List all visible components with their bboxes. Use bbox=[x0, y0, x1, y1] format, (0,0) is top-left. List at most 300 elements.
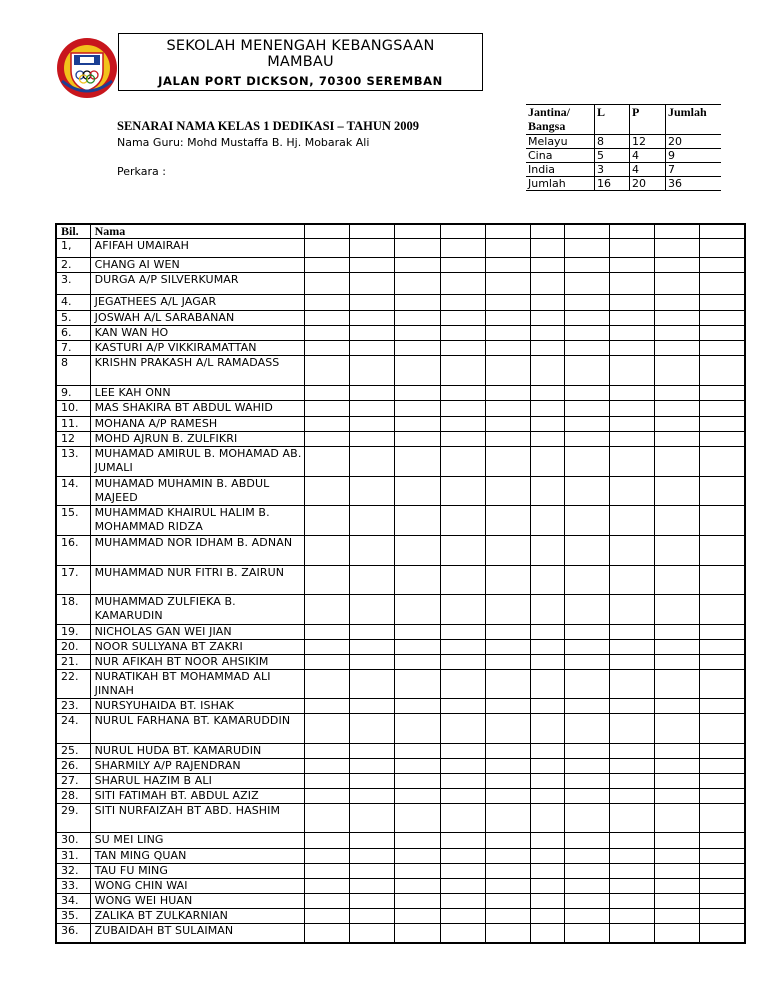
column-header-nama: Nama bbox=[90, 224, 305, 239]
blank-cell bbox=[305, 744, 350, 759]
blank-cell bbox=[305, 566, 350, 595]
blank-cell bbox=[564, 640, 609, 655]
blank-cell bbox=[485, 447, 530, 477]
blank-cell bbox=[655, 759, 700, 774]
blank-cell bbox=[305, 699, 350, 714]
student-number: 20. bbox=[56, 640, 90, 655]
student-name: NURUL HUDA BT. KAMARUDIN bbox=[90, 744, 305, 759]
blank-cell bbox=[700, 386, 745, 401]
blank-cell bbox=[485, 273, 530, 295]
student-number: 18. bbox=[56, 595, 90, 625]
summary-header-cell: Jumlah bbox=[666, 105, 722, 135]
blank-cell bbox=[440, 273, 485, 295]
blank-cell bbox=[395, 833, 440, 849]
blank-cell bbox=[485, 804, 530, 833]
blank-cell bbox=[530, 477, 564, 506]
blank-cell bbox=[564, 879, 609, 894]
roster-table bbox=[55, 223, 746, 944]
blank-cell bbox=[350, 295, 395, 311]
blank-cell bbox=[655, 640, 700, 655]
student-name: NURUL FARHANA BT. KAMARUDDIN bbox=[90, 714, 305, 744]
blank-cell bbox=[530, 356, 564, 386]
summary-row bbox=[526, 149, 721, 163]
blank-cell bbox=[700, 417, 745, 432]
blank-cell bbox=[395, 386, 440, 401]
blank-cell bbox=[610, 273, 655, 295]
roster-row bbox=[56, 239, 745, 258]
student-name: MOHD AJRUN B. ZULFIKRI bbox=[90, 432, 305, 447]
blank-cell bbox=[395, 273, 440, 295]
student-number: 22. bbox=[56, 670, 90, 699]
roster-row bbox=[56, 295, 745, 311]
blank-cell bbox=[655, 477, 700, 506]
student-number: 35. bbox=[56, 909, 90, 924]
blank-cell bbox=[530, 326, 564, 341]
blank-cell bbox=[440, 714, 485, 744]
roster-row bbox=[56, 670, 745, 699]
blank-cell bbox=[485, 595, 530, 625]
blank-cell bbox=[700, 833, 745, 849]
blank-cell bbox=[700, 536, 745, 566]
blank-cell bbox=[564, 699, 609, 714]
blank-cell bbox=[305, 864, 350, 879]
blank-cell bbox=[440, 417, 485, 432]
blank-cell bbox=[305, 295, 350, 311]
blank-cell bbox=[655, 924, 700, 943]
blank-cell bbox=[700, 447, 745, 477]
blank-cell bbox=[440, 833, 485, 849]
blank-cell bbox=[440, 566, 485, 595]
roster-row bbox=[56, 909, 745, 924]
school-name-line2: MAMBAU bbox=[267, 54, 334, 70]
blank-cell bbox=[440, 386, 485, 401]
blank-cell bbox=[305, 640, 350, 655]
roster-row bbox=[56, 326, 745, 341]
blank-cell bbox=[700, 401, 745, 417]
student-number: 15. bbox=[56, 506, 90, 536]
summary-cell: 16 bbox=[595, 177, 630, 191]
blank-cell bbox=[440, 239, 485, 258]
blank-cell bbox=[395, 879, 440, 894]
blank-cell bbox=[350, 833, 395, 849]
blank-cell bbox=[395, 804, 440, 833]
blank-cell bbox=[700, 789, 745, 804]
student-number: 13. bbox=[56, 447, 90, 477]
blank-cell bbox=[564, 714, 609, 744]
student-name: MUHAMMAD NUR FITRI B. ZAIRUN bbox=[90, 566, 305, 595]
blank-cell bbox=[530, 833, 564, 849]
blank-cell bbox=[530, 506, 564, 536]
blank-cell bbox=[564, 625, 609, 640]
blank-cell bbox=[350, 432, 395, 447]
blank-cell bbox=[350, 640, 395, 655]
roster-row bbox=[56, 699, 745, 714]
blank-cell bbox=[610, 417, 655, 432]
blank-cell bbox=[564, 833, 609, 849]
blank-cell bbox=[350, 849, 395, 864]
blank-cell bbox=[305, 506, 350, 536]
blank-cell bbox=[485, 401, 530, 417]
blank-cell bbox=[564, 670, 609, 699]
blank-cell bbox=[655, 909, 700, 924]
summary-cell: 9 bbox=[666, 149, 722, 163]
blank-cell bbox=[485, 744, 530, 759]
blank-cell bbox=[655, 273, 700, 295]
blank-cell bbox=[700, 258, 745, 273]
blank-cell bbox=[610, 744, 655, 759]
blank-cell bbox=[395, 326, 440, 341]
blank-header-cell bbox=[305, 224, 350, 239]
roster-row bbox=[56, 432, 745, 447]
student-number: 10. bbox=[56, 401, 90, 417]
blank-cell bbox=[655, 386, 700, 401]
blank-cell bbox=[610, 536, 655, 566]
blank-cell bbox=[564, 744, 609, 759]
blank-cell bbox=[305, 536, 350, 566]
blank-cell bbox=[700, 774, 745, 789]
blank-cell bbox=[530, 789, 564, 804]
blank-cell bbox=[530, 804, 564, 833]
blank-cell bbox=[395, 506, 440, 536]
blank-cell bbox=[564, 566, 609, 595]
blank-cell bbox=[700, 714, 745, 744]
blank-cell bbox=[485, 655, 530, 670]
blank-cell bbox=[440, 699, 485, 714]
student-number: 31. bbox=[56, 849, 90, 864]
blank-cell bbox=[395, 401, 440, 417]
blank-cell bbox=[485, 640, 530, 655]
blank-cell bbox=[350, 447, 395, 477]
summary-cell: 5 bbox=[595, 149, 630, 163]
blank-cell bbox=[564, 258, 609, 273]
blank-cell bbox=[485, 833, 530, 849]
roster-row bbox=[56, 625, 745, 640]
student-number: 12 bbox=[56, 432, 90, 447]
blank-cell bbox=[610, 789, 655, 804]
blank-cell bbox=[564, 849, 609, 864]
student-number: 27. bbox=[56, 774, 90, 789]
blank-cell bbox=[440, 759, 485, 774]
blank-cell bbox=[610, 341, 655, 356]
blank-cell bbox=[700, 566, 745, 595]
student-number: 30. bbox=[56, 833, 90, 849]
blank-cell bbox=[655, 744, 700, 759]
blank-cell bbox=[564, 655, 609, 670]
blank-cell bbox=[610, 774, 655, 789]
summary-cell: 36 bbox=[666, 177, 722, 191]
blank-cell bbox=[350, 326, 395, 341]
student-number: 29. bbox=[56, 804, 90, 833]
student-name: WONG CHIN WAI bbox=[90, 879, 305, 894]
blank-cell bbox=[350, 258, 395, 273]
blank-cell bbox=[305, 625, 350, 640]
blank-cell bbox=[655, 625, 700, 640]
blank-cell bbox=[305, 258, 350, 273]
blank-cell bbox=[305, 894, 350, 909]
student-name: KASTURI A/P VIKKIRAMATTAN bbox=[90, 341, 305, 356]
roster-row bbox=[56, 789, 745, 804]
summary-cell: 4 bbox=[630, 163, 666, 177]
perkara-label: Perkara : bbox=[117, 165, 166, 178]
blank-cell bbox=[530, 759, 564, 774]
blank-cell bbox=[655, 879, 700, 894]
blank-cell bbox=[610, 595, 655, 625]
student-name: NURATIKAH BT MOHAMMAD ALI JINNAH bbox=[90, 670, 305, 699]
student-name: MUHAMMAD ZULFIEKA B. KAMARUDIN bbox=[90, 595, 305, 625]
student-name: SHARUL HAZIM B ALI bbox=[90, 774, 305, 789]
blank-cell bbox=[700, 311, 745, 326]
blank-cell bbox=[610, 655, 655, 670]
blank-cell bbox=[610, 864, 655, 879]
summary-row bbox=[526, 177, 721, 191]
roster-header-row bbox=[56, 224, 745, 239]
blank-cell bbox=[485, 506, 530, 536]
blank-cell bbox=[655, 239, 700, 258]
student-name: JEGATHEES A/L JAGAR bbox=[90, 295, 305, 311]
blank-cell bbox=[564, 447, 609, 477]
blank-cell bbox=[395, 744, 440, 759]
blank-cell bbox=[564, 536, 609, 566]
blank-cell bbox=[485, 311, 530, 326]
blank-cell bbox=[485, 341, 530, 356]
roster-row bbox=[56, 640, 745, 655]
blank-cell bbox=[350, 699, 395, 714]
summary-cell: 20 bbox=[630, 177, 666, 191]
blank-cell bbox=[564, 909, 609, 924]
blank-cell bbox=[440, 295, 485, 311]
blank-cell bbox=[564, 295, 609, 311]
blank-cell bbox=[610, 311, 655, 326]
blank-cell bbox=[700, 640, 745, 655]
blank-cell bbox=[350, 477, 395, 506]
blank-cell bbox=[305, 477, 350, 506]
student-name: JOSWAH A/L SARABANAN bbox=[90, 311, 305, 326]
blank-cell bbox=[610, 833, 655, 849]
student-name: AFIFAH UMAIRAH bbox=[90, 239, 305, 258]
blank-cell bbox=[440, 341, 485, 356]
blank-cell bbox=[655, 326, 700, 341]
blank-cell bbox=[700, 341, 745, 356]
roster-row bbox=[56, 744, 745, 759]
student-name: SITI FATIMAH BT. ABDUL AZIZ bbox=[90, 789, 305, 804]
blank-cell bbox=[395, 849, 440, 864]
document-title: SENARAI NAMA KELAS 1 DEDIKASI – TAHUN 2009 bbox=[117, 119, 420, 133]
blank-cell bbox=[485, 849, 530, 864]
blank-cell bbox=[700, 655, 745, 670]
blank-cell bbox=[440, 258, 485, 273]
blank-cell bbox=[485, 417, 530, 432]
blank-cell bbox=[440, 864, 485, 879]
blank-cell bbox=[655, 655, 700, 670]
summary-row bbox=[526, 135, 721, 149]
blank-cell bbox=[564, 417, 609, 432]
blank-cell bbox=[655, 341, 700, 356]
blank-cell bbox=[440, 506, 485, 536]
blank-cell bbox=[530, 849, 564, 864]
blank-cell bbox=[610, 295, 655, 311]
blank-cell bbox=[440, 595, 485, 625]
blank-cell bbox=[350, 566, 395, 595]
blank-cell bbox=[485, 909, 530, 924]
blank-cell bbox=[395, 595, 440, 625]
blank-cell bbox=[350, 789, 395, 804]
blank-cell bbox=[485, 295, 530, 311]
blank-cell bbox=[530, 447, 564, 477]
blank-cell bbox=[305, 239, 350, 258]
blank-cell bbox=[530, 714, 564, 744]
blank-cell bbox=[700, 864, 745, 879]
blank-cell bbox=[440, 774, 485, 789]
blank-cell bbox=[305, 774, 350, 789]
student-name: DURGA A/P SILVERKUMAR bbox=[90, 273, 305, 295]
blank-cell bbox=[305, 326, 350, 341]
blank-cell bbox=[440, 326, 485, 341]
blank-cell bbox=[305, 655, 350, 670]
student-name: MUHAMAD AMIRUL B. MOHAMAD AB. JUMALI bbox=[90, 447, 305, 477]
blank-cell bbox=[395, 447, 440, 477]
blank-cell bbox=[530, 239, 564, 258]
summary-header-row bbox=[526, 105, 721, 135]
roster-row bbox=[56, 536, 745, 566]
blank-cell bbox=[530, 273, 564, 295]
student-number: 1, bbox=[56, 239, 90, 258]
student-number: 33. bbox=[56, 879, 90, 894]
blank-cell bbox=[564, 311, 609, 326]
blank-cell bbox=[440, 670, 485, 699]
student-name: MOHANA A/P RAMESH bbox=[90, 417, 305, 432]
blank-header-cell bbox=[395, 224, 440, 239]
blank-cell bbox=[530, 432, 564, 447]
blank-header-cell bbox=[350, 224, 395, 239]
student-number: 21. bbox=[56, 655, 90, 670]
blank-cell bbox=[700, 894, 745, 909]
blank-cell bbox=[350, 386, 395, 401]
blank-cell bbox=[564, 789, 609, 804]
blank-cell bbox=[395, 774, 440, 789]
blank-cell bbox=[350, 714, 395, 744]
blank-cell bbox=[395, 417, 440, 432]
blank-cell bbox=[350, 924, 395, 943]
blank-cell bbox=[530, 401, 564, 417]
blank-cell bbox=[305, 759, 350, 774]
roster-row bbox=[56, 849, 745, 864]
blank-cell bbox=[700, 273, 745, 295]
student-name: WONG WEI HUAN bbox=[90, 894, 305, 909]
blank-cell bbox=[564, 595, 609, 625]
blank-cell bbox=[395, 239, 440, 258]
blank-cell bbox=[395, 432, 440, 447]
blank-cell bbox=[395, 258, 440, 273]
blank-cell bbox=[700, 759, 745, 774]
blank-cell bbox=[655, 699, 700, 714]
blank-cell bbox=[395, 894, 440, 909]
blank-cell bbox=[564, 759, 609, 774]
blank-cell bbox=[305, 401, 350, 417]
summary-header-cell: L bbox=[595, 105, 630, 135]
blank-cell bbox=[485, 536, 530, 566]
blank-cell bbox=[564, 432, 609, 447]
blank-cell bbox=[530, 258, 564, 273]
blank-cell bbox=[440, 401, 485, 417]
blank-cell bbox=[485, 477, 530, 506]
blank-cell bbox=[700, 506, 745, 536]
blank-cell bbox=[350, 894, 395, 909]
blank-cell bbox=[700, 670, 745, 699]
blank-cell bbox=[610, 714, 655, 744]
student-number: 4. bbox=[56, 295, 90, 311]
blank-cell bbox=[655, 774, 700, 789]
student-number: 19. bbox=[56, 625, 90, 640]
blank-cell bbox=[305, 417, 350, 432]
student-name: NUR AFIKAH BT NOOR AHSIKIM bbox=[90, 655, 305, 670]
blank-cell bbox=[700, 909, 745, 924]
student-name: SHARMILY A/P RAJENDRAN bbox=[90, 759, 305, 774]
summary-cell: 8 bbox=[595, 135, 630, 149]
blank-cell bbox=[530, 295, 564, 311]
student-number: 9. bbox=[56, 386, 90, 401]
blank-cell bbox=[530, 924, 564, 943]
blank-cell bbox=[655, 804, 700, 833]
blank-cell bbox=[530, 595, 564, 625]
roster-row bbox=[56, 401, 745, 417]
blank-cell bbox=[485, 864, 530, 879]
blank-cell bbox=[655, 417, 700, 432]
blank-cell bbox=[655, 356, 700, 386]
roster-row bbox=[56, 447, 745, 477]
blank-cell bbox=[440, 536, 485, 566]
blank-cell bbox=[485, 894, 530, 909]
blank-cell bbox=[700, 625, 745, 640]
blank-header-cell bbox=[700, 224, 745, 239]
blank-cell bbox=[700, 356, 745, 386]
school-name-line1: SEKOLAH MENENGAH KEBANGSAAN bbox=[166, 38, 435, 54]
blank-cell bbox=[530, 744, 564, 759]
blank-cell bbox=[485, 625, 530, 640]
blank-cell bbox=[655, 864, 700, 879]
student-number: 11. bbox=[56, 417, 90, 432]
blank-cell bbox=[350, 864, 395, 879]
blank-cell bbox=[395, 536, 440, 566]
blank-cell bbox=[440, 804, 485, 833]
blank-cell bbox=[395, 714, 440, 744]
blank-cell bbox=[610, 879, 655, 894]
blank-cell bbox=[655, 849, 700, 864]
blank-cell bbox=[655, 506, 700, 536]
summary-cell: Cina bbox=[526, 149, 595, 163]
blank-cell bbox=[530, 909, 564, 924]
blank-cell bbox=[530, 566, 564, 595]
blank-cell bbox=[485, 566, 530, 595]
school-address: JALAN PORT DICKSON, 70300 SEREMBAN bbox=[158, 74, 443, 88]
blank-cell bbox=[564, 386, 609, 401]
student-number: 5. bbox=[56, 311, 90, 326]
blank-cell bbox=[700, 804, 745, 833]
blank-cell bbox=[305, 595, 350, 625]
blank-cell bbox=[305, 924, 350, 943]
blank-cell bbox=[610, 625, 655, 640]
roster-row bbox=[56, 311, 745, 326]
school-crest-logo bbox=[56, 37, 118, 99]
student-name: TAU FU MING bbox=[90, 864, 305, 879]
blank-cell bbox=[530, 894, 564, 909]
roster-row bbox=[56, 655, 745, 670]
student-name: CHANG AI WEN bbox=[90, 258, 305, 273]
blank-cell bbox=[700, 744, 745, 759]
blank-cell bbox=[395, 311, 440, 326]
blank-cell bbox=[564, 774, 609, 789]
student-number: 25. bbox=[56, 744, 90, 759]
summary-cell: Jumlah bbox=[526, 177, 595, 191]
